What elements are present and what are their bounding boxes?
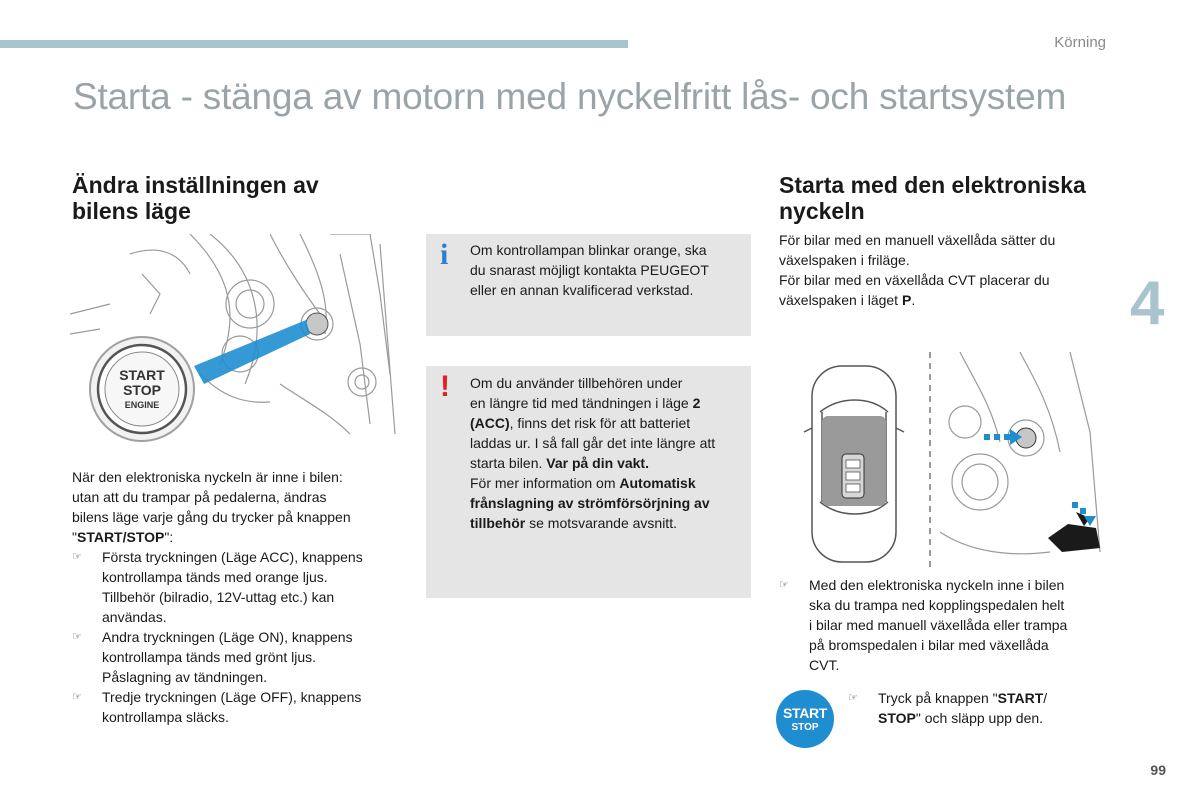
list-item: ☞ Första tryckningen (Läge ACC), knappens kontrollampa tänds med orange ljus. Tillbehör (bilradio, 12V-uttag etc.) kan användas. bbox=[72, 549, 363, 625]
warning-icon: ! bbox=[440, 370, 450, 403]
right-press-step bbox=[848, 688, 1088, 728]
pointing-hand-icon: ☞ bbox=[72, 691, 82, 703]
warning-box bbox=[426, 366, 751, 598]
info-text: Om kontrollampan blinkar orange, ska du snarast möjligt kontakta PEUGEOT eller en annan kvalificerad verkstad. bbox=[470, 242, 709, 298]
right-heading: Starta med den elektroniska nyckeln bbox=[779, 172, 1086, 224]
right-step-list bbox=[779, 575, 1099, 675]
start-stop-button-icon: START STOP bbox=[776, 690, 834, 748]
car-key-illustration bbox=[800, 352, 1108, 568]
left-press-list bbox=[72, 547, 402, 727]
pointing-hand-icon: ☞ bbox=[848, 692, 858, 704]
chapter-name: Körning bbox=[1054, 34, 1106, 51]
list-item: ☞ Tryck på knappen "START/ STOP" och släpp upp den. bbox=[848, 690, 1048, 726]
left-heading: Ändra inställningen av bilens läge bbox=[72, 172, 319, 224]
warning-text: Om du använder tillbehören under en längre tid med tändningen i läge 2 (ACC), finns det risk för att batteriet laddas ur. I så fall går det inte längre att starta bilen. Var på din vakt. För mer information om Automatisk frånslagning av strömförsörjning av tillbehör se motsvarande avsnitt. bbox=[470, 375, 716, 531]
list-item: ☞ Tredje tryckningen (Läge OFF), knappens kontrollampa släcks. bbox=[72, 689, 362, 725]
header-accent-bar bbox=[0, 40, 628, 48]
list-item: ☞ Andra tryckningen (Läge ON), knappens kontrollampa tänds med grönt ljus. Påslagning av tändningen. bbox=[72, 629, 353, 685]
left-intro-text: När den elektroniska nyckeln är inne i bilen: utan att du trampar på pedalerna, ändras bilens läge varje gång du trycker på knappen "START/STOP": bbox=[72, 469, 351, 545]
info-box bbox=[426, 234, 751, 336]
page-number: 99 bbox=[1150, 762, 1166, 778]
start-stop-engine-button-label: START STOP ENGINE bbox=[119, 367, 165, 410]
pointing-hand-icon: ☞ bbox=[72, 551, 82, 563]
right-intro-text: För bilar med en manuell växellåda sätter du växelspaken i friläge. För bilar med en växellåda CVT placerar du växelspaken i läget P. bbox=[779, 232, 1056, 308]
chapter-number: 4 bbox=[1130, 269, 1165, 338]
page-title: Starta - stänga av motorn med nyckelfritt lås- och startsystem bbox=[73, 76, 1067, 117]
pointing-hand-icon: ☞ bbox=[72, 631, 82, 643]
list-item: ☞ Med den elektroniska nyckeln inne i bilen ska du trampa ned kopplingspedalen helt i bilar med manuell växellåda eller trampa på bromspedalen i bilar med växellåda CVT. bbox=[779, 577, 1068, 673]
info-icon: i bbox=[440, 238, 449, 271]
pointing-hand-icon: ☞ bbox=[779, 579, 789, 591]
